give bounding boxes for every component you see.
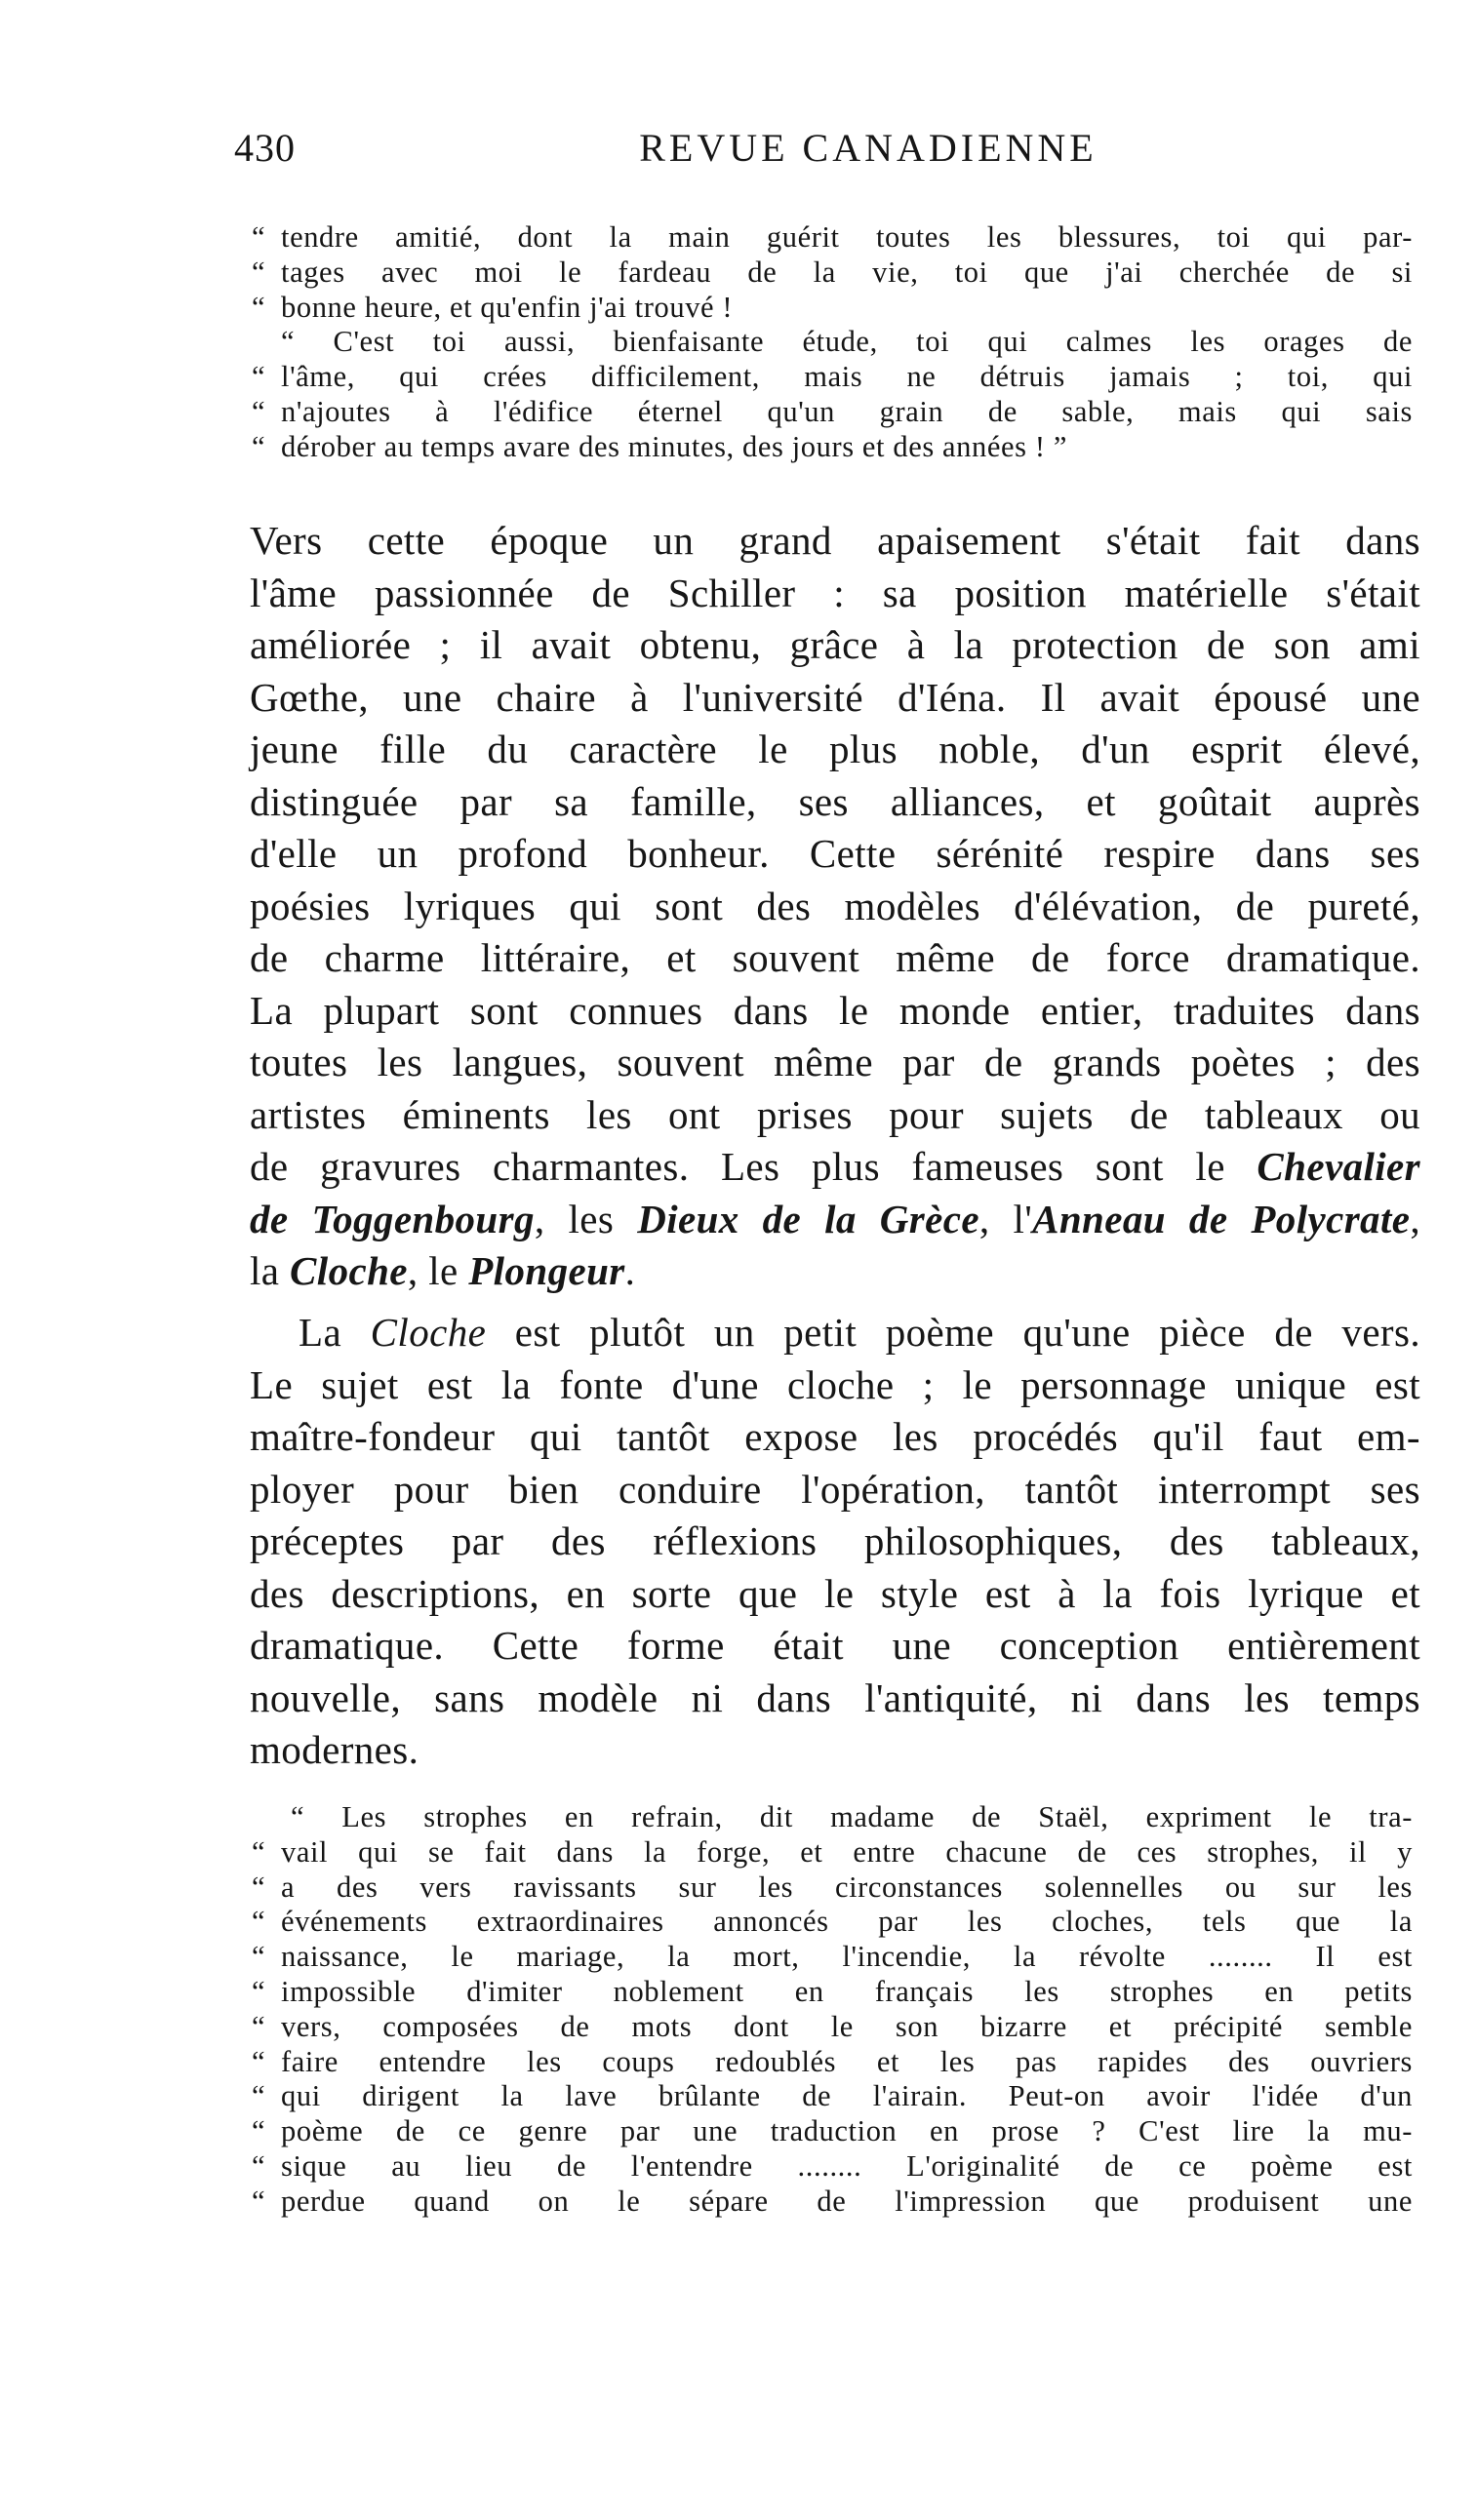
quote-mark: “: [252, 2184, 266, 2218]
paragraph-line: maître-fondeur qui tantôt expose les procédés qu'il faut em-: [250, 1414, 1420, 1459]
running-title: REVUE CANADIENNE: [639, 126, 1098, 170]
paragraph-line: l'âme passionnée de Schiller : sa position matérielle s'était: [250, 570, 1420, 615]
quote-line: “ perdue quand on le sépare de l'impression que produisent une: [252, 2184, 1413, 2218]
quote-line: “ bonne heure, et qu'enfin j'ai trouvé !: [252, 290, 734, 324]
quote-mark: “: [252, 290, 266, 324]
quote-line: “ a des vers ravissants sur les circonstances solennelles ou sur les: [252, 1870, 1413, 1904]
paragraph-line: améliorée ; il avait obtenu, grâce à la protection de son ami: [250, 622, 1420, 667]
quote-line: “ faire entendre les coups redoublés et les pas rapides des ouvriers: [252, 2044, 1413, 2078]
quote-mark: “: [252, 220, 266, 254]
quotation-block-1: [252, 220, 1413, 465]
quote-line: “ sique au lieu de l'entendre ........ L'originalité de ce poème est: [252, 2148, 1413, 2183]
quote-line: “ naissance, le mariage, la mort, l'incendie, la révolte ........ Il est: [252, 1940, 1413, 1974]
quote-mark: “: [252, 429, 266, 463]
paragraph-line: La Cloche est plutôt un petit poème qu'une pièce de vers.: [299, 1310, 1420, 1355]
quotation-block-2: [252, 1800, 1413, 2220]
quote-mark: “: [252, 2009, 266, 2043]
quote-mark: “: [252, 1834, 266, 1869]
paragraph-line: Vers cette époque un grand apaisement s'était fait dans: [250, 518, 1420, 563]
paragraph-line: jeune fille du caractère le plus noble, d'un esprit élevé,: [250, 727, 1420, 771]
poem-title: de Toggenbourg: [250, 1196, 535, 1241]
quote-mark: “: [252, 2044, 266, 2078]
quote-line: “ C'est toi aussi, bienfaisante étude, toi qui calmes les orages de: [281, 325, 1413, 359]
paragraph-line: toutes les langues, souvent même par de grands poètes ; des: [250, 1040, 1420, 1084]
paragraph-line: de Toggenbourg, les Dieux de la Grèce, l'Anneau de Polycrate,: [250, 1196, 1420, 1241]
paragraph-line: Le sujet est la fonte d'une cloche ; le personnage unique est: [250, 1361, 1420, 1407]
quote-line: “ Les strophes en refrain, dit madame de Staël, expriment le tra-: [291, 1800, 1413, 1833]
poem-title: Anneau de Polycrate: [1032, 1196, 1411, 1241]
quote-line: “ événements extraordinaires annoncés par les cloches, tels que la: [252, 1905, 1413, 1939]
quote-mark: “: [252, 255, 266, 289]
quote-line: “ tages avec moi le fardeau de la vie, toi que j'ai cherchée de si: [252, 255, 1413, 289]
paragraph-line: la Cloche, le Plongeur.: [250, 1248, 636, 1293]
quote-mark: “: [252, 2079, 266, 2113]
quote-line: “ qui dirigent la lave brûlante de l'airain. Peut-on avoir l'idée d'un: [252, 2079, 1413, 2113]
quote-mark: “: [252, 394, 266, 428]
quote-mark: “: [252, 1905, 266, 1939]
poem-title: Cloche: [290, 1248, 408, 1293]
paragraph-line: préceptes par des réflexions philosophiques, des tableaux,: [250, 1518, 1420, 1563]
paragraph-line: d'elle un profond bonheur. Cette sérénité respire dans ses: [250, 831, 1420, 876]
page-number: 430: [234, 126, 296, 170]
quote-line: “ l'âme, qui crées difficilement, mais ne détruis jamais ; toi, qui: [252, 360, 1413, 394]
paragraph-line: distinguée par sa famille, ses alliances, et goûtait auprès: [250, 778, 1420, 824]
paragraph-line: ployer pour bien conduire l'opération, tantôt interrompt ses: [250, 1466, 1420, 1512]
quote-line: “ tendre amitié, dont la main guérit toutes les blessures, toi qui par-: [252, 220, 1413, 254]
paragraph-line: nouvelle, sans modèle ni dans l'antiquité, ni dans les temps: [250, 1674, 1420, 1720]
paragraph-line: artistes éminents les ont prises pour sujets de tableaux ou: [250, 1091, 1420, 1137]
quote-line: “ vail qui se fait dans la forge, et entre chacune de ces strophes, il y: [252, 1834, 1413, 1869]
quote-mark: “: [252, 360, 266, 394]
paragraph-line: de gravures charmantes. Les plus fameuses sont le Chevalier: [250, 1144, 1421, 1189]
paragraph-line: des descriptions, en sorte que le style est à la fois lyrique et: [250, 1570, 1420, 1616]
quote-mark: “: [252, 2114, 266, 2148]
paragraph-2: [250, 1307, 1420, 1777]
paragraph-line: La plupart sont connues dans le monde entier, traduites dans: [250, 987, 1420, 1033]
quote-mark: “: [252, 1974, 266, 2008]
poem-title: Cloche: [370, 1310, 487, 1355]
quote-line: “ poème de ce genre par une traduction en prose ? C'est lire la mu-: [252, 2114, 1413, 2148]
quote-line: “ n'ajoutes à l'édifice éternel qu'un grain de sable, mais qui sais: [252, 394, 1413, 428]
paragraph-line: dramatique. Cette forme était une conception entièrement: [250, 1623, 1420, 1668]
quote-line: “ impossible d'imiter noblement en français les strophes en petits: [252, 1974, 1413, 2008]
quote-line: “ vers, composées de mots dont le son bizarre et précipité semble: [252, 2009, 1413, 2043]
running-header: [234, 125, 1424, 183]
paragraph-line: Gœthe, une chaire à l'université d'Iéna. Il avait épousé une: [250, 674, 1420, 720]
quote-mark: “: [252, 2148, 266, 2183]
paragraph-line: poésies lyriques qui sont des modèles d'élévation, de pureté,: [250, 883, 1420, 928]
paragraph-1: [250, 515, 1420, 1298]
poem-title: Dieux de la Grèce: [637, 1196, 979, 1241]
paragraph-line: modernes.: [250, 1727, 419, 1772]
quote-line: “ dérober au temps avare des minutes, des jours et des années ! ”: [252, 429, 1067, 463]
paragraph-line: de charme littéraire, et souvent même de force dramatique.: [250, 935, 1420, 980]
poem-title: Chevalier: [1257, 1144, 1421, 1189]
quote-mark: “: [252, 1870, 266, 1904]
quote-mark: “: [252, 1940, 266, 1974]
poem-title: Plongeur: [468, 1248, 625, 1293]
